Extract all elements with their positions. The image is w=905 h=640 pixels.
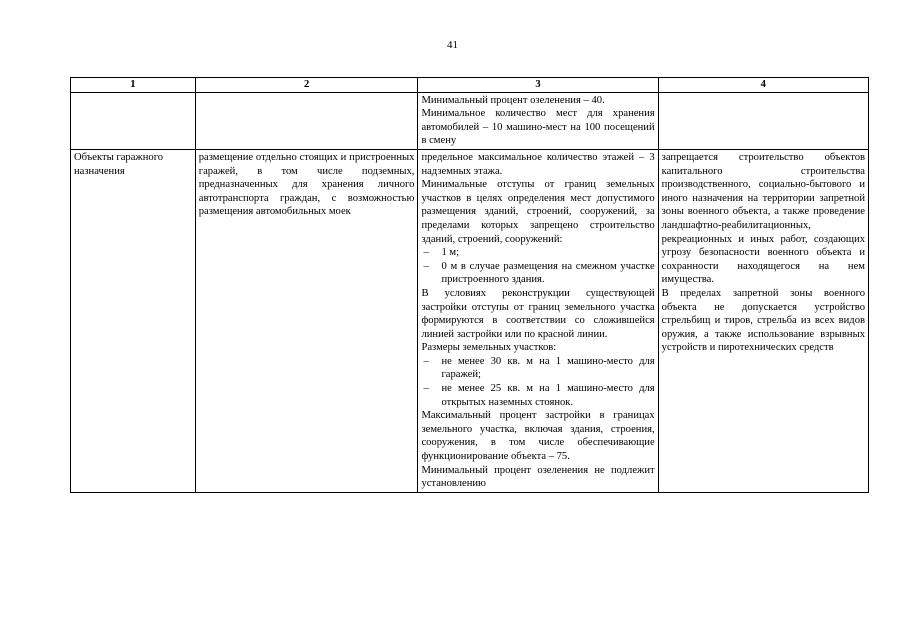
list-item: – не менее 30 кв. м на 1 машино-место для гаражей; — [423, 355, 655, 381]
max-floors-text: предельное максимальное количество этажей – 3 надземных этажа. — [421, 151, 655, 177]
max-coverage-text: Максимальный процент застройки в границах земельного участка, включая здания, строения, сооружения, в том числе обеспечивающие функционирование объекта – 75. — [421, 410, 655, 463]
plot-sizes-list — [421, 355, 654, 409]
setbacks-list — [421, 246, 654, 287]
min-setbacks-text: Минимальные отступы от границ земельных участков в целях определения мест допустимого размещения зданий, строений, сооружений, за пределами которых запрещено строительство зданий, строений, сооружений: — [421, 179, 655, 245]
row1-col1 — [71, 92, 196, 149]
restrictions-text-1: запрещается строительство объектов капитального строительства производственного, социально-бытового и иного назначения на территории запретной зоны военного объекта, а также проведение ландшафтно-реабилитационных, рекреационных и иных работ, создающих угрозу безопасности военного объекта и сохранности находящегося на нем имущества. — [661, 151, 865, 286]
permitted-use-text: размещение отдельно стоящих и пристроенных гаражей, в том числе подземных, предназначенных для хранения личного автотранспорта граждан, с возможностью размещения автомобильных моек — [198, 151, 415, 218]
min-greening-text: Минимальный процент озеленения не подлежит установлению — [421, 464, 655, 490]
list-item: – не менее 25 кв. м на 1 машино-место для открытых наземных стоянок. — [423, 383, 655, 408]
row1-col4 — [658, 92, 868, 149]
table-row — [71, 149, 869, 492]
list-dash: – — [423, 260, 429, 272]
permitted-use-cell — [195, 149, 418, 492]
restrictions-text-2: В пределах запретной зоны военного объекта не допускается устройство стрельбищ и тиров, стрельба из всех видов оружия, а также использование взрывных устройств и пиротехнических средств — [661, 287, 865, 354]
reconstruction-text: В условиях реконструкции существующей застройки отступы от границ земельного участка формируются в соответствии со сложившейся линией застройки или по красной линии. — [421, 287, 655, 340]
table-header-row — [71, 78, 869, 93]
table-row — [71, 92, 869, 149]
page-number: 41 — [447, 39, 458, 51]
object-type-text: Объекты гаражного назначения — [74, 151, 164, 177]
list-item: – 1 м; — [423, 247, 460, 259]
row1-col3-line1: Минимальный процент озеленения – 40. — [421, 94, 605, 106]
header-col-3: 3 — [418, 78, 658, 93]
plot-sizes-text: Размеры земельных участков: — [421, 342, 557, 354]
regulations-table — [70, 77, 869, 493]
restrictions-cell — [658, 149, 868, 492]
header-col-1: 1 — [71, 78, 196, 93]
row1-col2 — [195, 92, 418, 149]
header-col-4: 4 — [658, 78, 868, 93]
parameters-cell — [418, 149, 658, 492]
list-dash: – — [423, 355, 429, 367]
list-dash: – — [423, 247, 429, 259]
list-dash: – — [423, 383, 429, 395]
list-item: – 0 м в случае размещения на смежном участке пристроенного здания. — [423, 260, 655, 286]
header-col-2: 2 — [195, 78, 418, 93]
object-type-cell — [71, 149, 196, 492]
row1-col3 — [418, 92, 658, 149]
row1-col3-line2: Минимальное количество мест для хранения автомобилей – 10 машино-мест на 100 посещений в смену — [421, 108, 655, 147]
